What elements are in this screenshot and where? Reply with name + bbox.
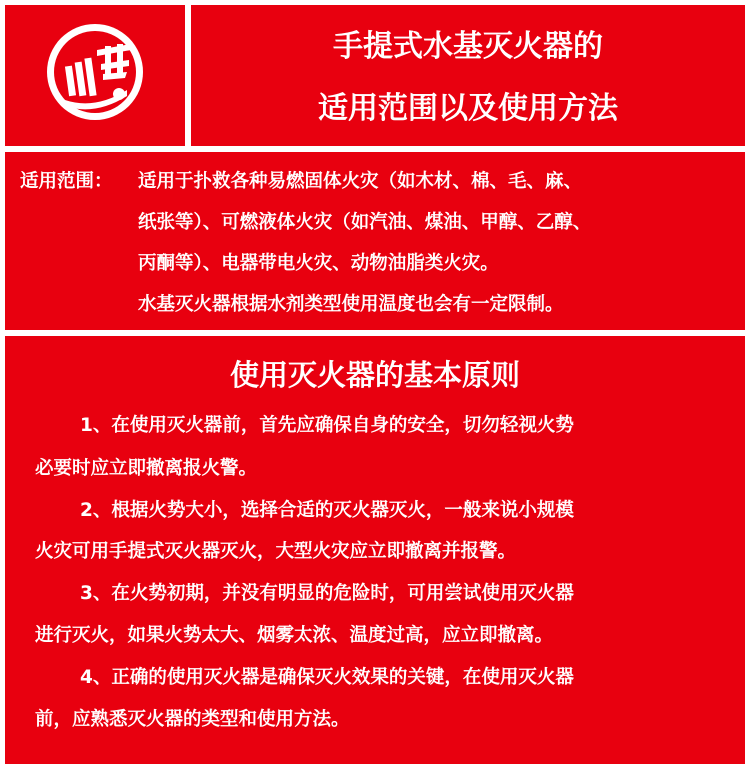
logo-panel [5, 5, 185, 146]
scope-panel [5, 152, 745, 330]
rule-line: 必要时应立即撤离报火警。 [35, 458, 258, 479]
page-title-line-2: 适用范围以及使用方法 [318, 91, 618, 126]
title-panel [191, 5, 745, 146]
rules-title: 使用灭火器的基本原则 [229, 358, 520, 392]
page-title-line-1: 手提式水基灭火器的 [333, 29, 603, 64]
scope-line: 水基灭火器根据水剂类型使用温度也会有一定限制。 [138, 294, 564, 315]
fire-brand-logo-icon [43, 20, 147, 124]
rules-panel [5, 336, 745, 764]
rule-line: 进行灭火，如果火势太大、烟雾太浓、温度过高，应立即撤离。 [35, 625, 554, 646]
rule-line: 4、正确的使用灭火器是确保灭火效果的关键，在使用灭火器 [80, 667, 574, 688]
scope-line: 纸张等）、可燃液体火灾（如汽油、煤油、甲醇、乙醇、 [138, 212, 592, 233]
rule-line: 2、根据火势大小，选择合适的灭火器灭火，一般来说小规模 [80, 500, 574, 521]
scope-label: 适用范围： [20, 171, 113, 192]
rule-line: 3、在火势初期，并没有明显的危险时，可用尝试使用灭火器 [80, 583, 574, 604]
scope-line: 丙酮等）、电器带电火灾、动物油脂类火灾。 [138, 253, 499, 274]
rule-line: 火灾可用手提式灭火器灭火，大型火灾应立即撤离并报警。 [35, 541, 517, 562]
scope-line: 适用于扑救各种易燃固体火灾（如木材、棉、毛、麻、 [138, 171, 583, 192]
rule-line: 前，应熟悉灭火器的类型和使用方法。 [35, 709, 350, 730]
rule-line: 1、在使用灭火器前，首先应确保自身的安全，切勿轻视火势 [80, 415, 574, 436]
